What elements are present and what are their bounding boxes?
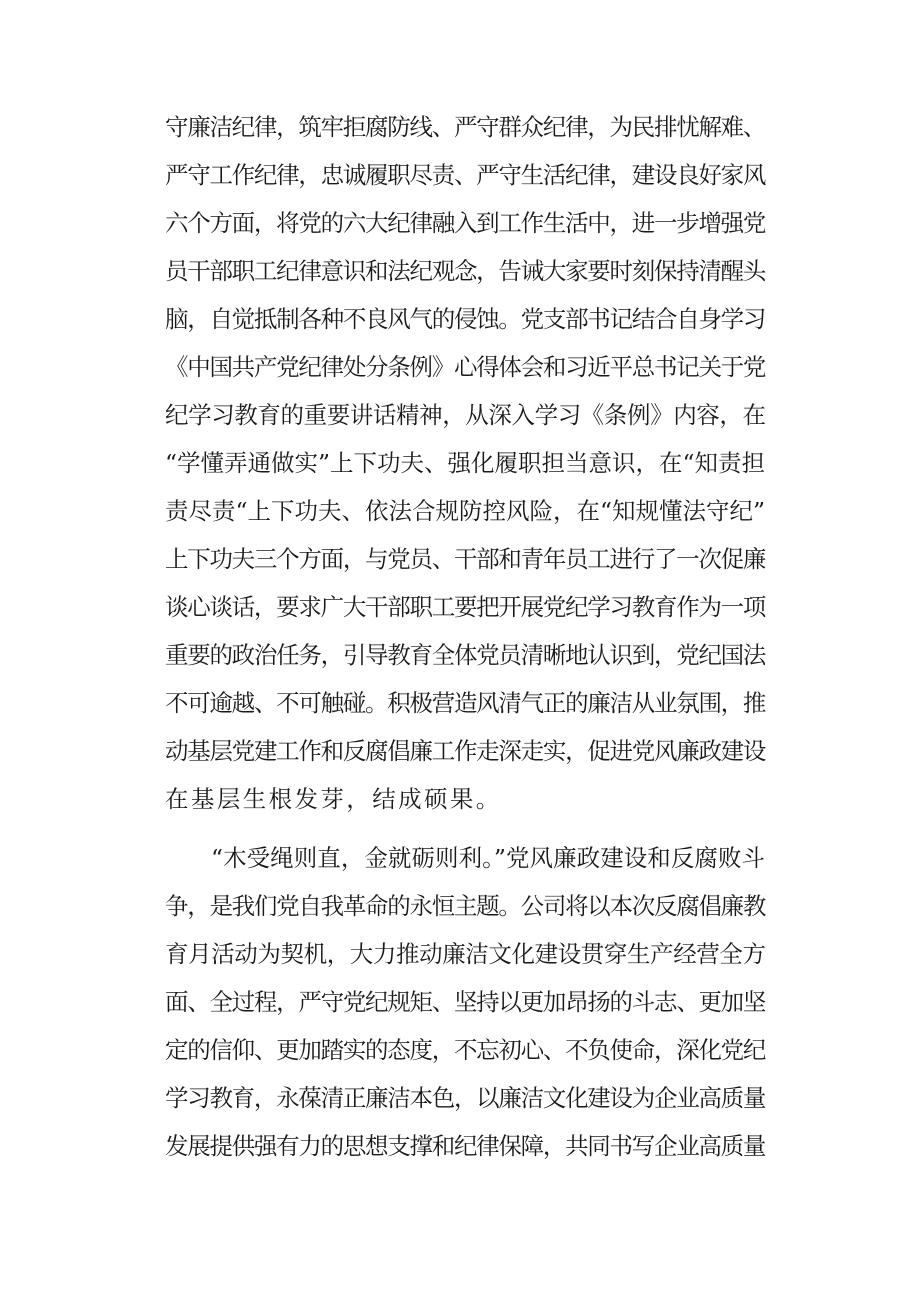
paragraph-2-line-1: “木受绳则直，金就砺则利。”党风廉政建设和反腐败斗 [211,844,765,872]
paragraph-1-line-1: 守廉洁纪律，筑牢拒腐防线、严守群众纪律，为民排忧解难、 [165,113,765,141]
paragraph-1-line-15: 在基层生根发芽，结成硕果。 [165,785,502,813]
paragraph-1-line-6: 《中国共产党纪律处分条例》心得体会和习近平总书记关于党 [165,353,765,381]
paragraph-2-line-3: 育月活动为契机，大力推动廉洁文化建设贯穿生产经营全方 [165,940,766,968]
paragraph-2-line-2: 争，是我们党自我革命的永恒主题。公司将以本次反腐倡廉教 [165,892,765,920]
paragraph-1-line-13: 不可逾越、不可触碰。积极营造风清气正的廉洁从业氛围，推 [165,689,765,717]
paragraph-2-line-7: 发展提供强有力的思想支撑和纪律保障，共同书写企业高质量 [165,1132,765,1160]
paragraph-1-line-3: 六个方面，将党的六大纪律融入到工作生活中，进一步增强党 [165,209,765,237]
paragraph-2-line-4: 面、全过程，严守党纪规矩、坚持以更加昂扬的斗志、更加坚 [165,988,765,1016]
paragraph-1-line-2: 严守工作纪律，忠诚履职尽责、严守生活纪律，建设良好家风 [165,161,765,189]
paragraph-2-line-6: 学习教育，永葆清正廉洁本色，以廉洁文化建设为企业高质量 [165,1084,765,1112]
paragraph-1-line-10: 上下功夫三个方面，与党员、干部和青年员工进行了一次促廉 [165,545,765,573]
paragraph-1-line-5: 脑，自觉抵制各种不良风气的侵蚀。党支部书记结合自身学习 [165,305,765,333]
paragraph-1-line-9: 责尽责“上下功夫、依法合规防控风险，在“知规懂法守纪” [165,497,766,525]
paragraph-1-line-7: 纪学习教育的重要讲话精神，从深入学习《条例》内容，在 [165,401,766,429]
paragraph-1-line-11: 谈心谈话，要求广大干部职工要把开展党纪学习教育作为一项 [165,593,765,621]
paragraph-1-line-8: “学懂弄通做实”上下功夫、强化履职担当意识，在“知责担 [165,449,766,477]
paragraph-1-line-12: 重要的政治任务，引导教育全体党员清晰地认识到，党纪国法 [165,641,765,669]
paragraph-1-line-14: 动基层党建工作和反腐倡廉工作走深走实，促进党风廉政建设 [165,737,765,765]
paragraph-1-line-4: 员干部职工纪律意识和法纪观念，告诫大家要时刻保持清醒头 [165,257,765,285]
paragraph-2-line-5: 定的信仰、更加踏实的态度，不忘初心、不负使命，深化党纪 [165,1036,765,1064]
